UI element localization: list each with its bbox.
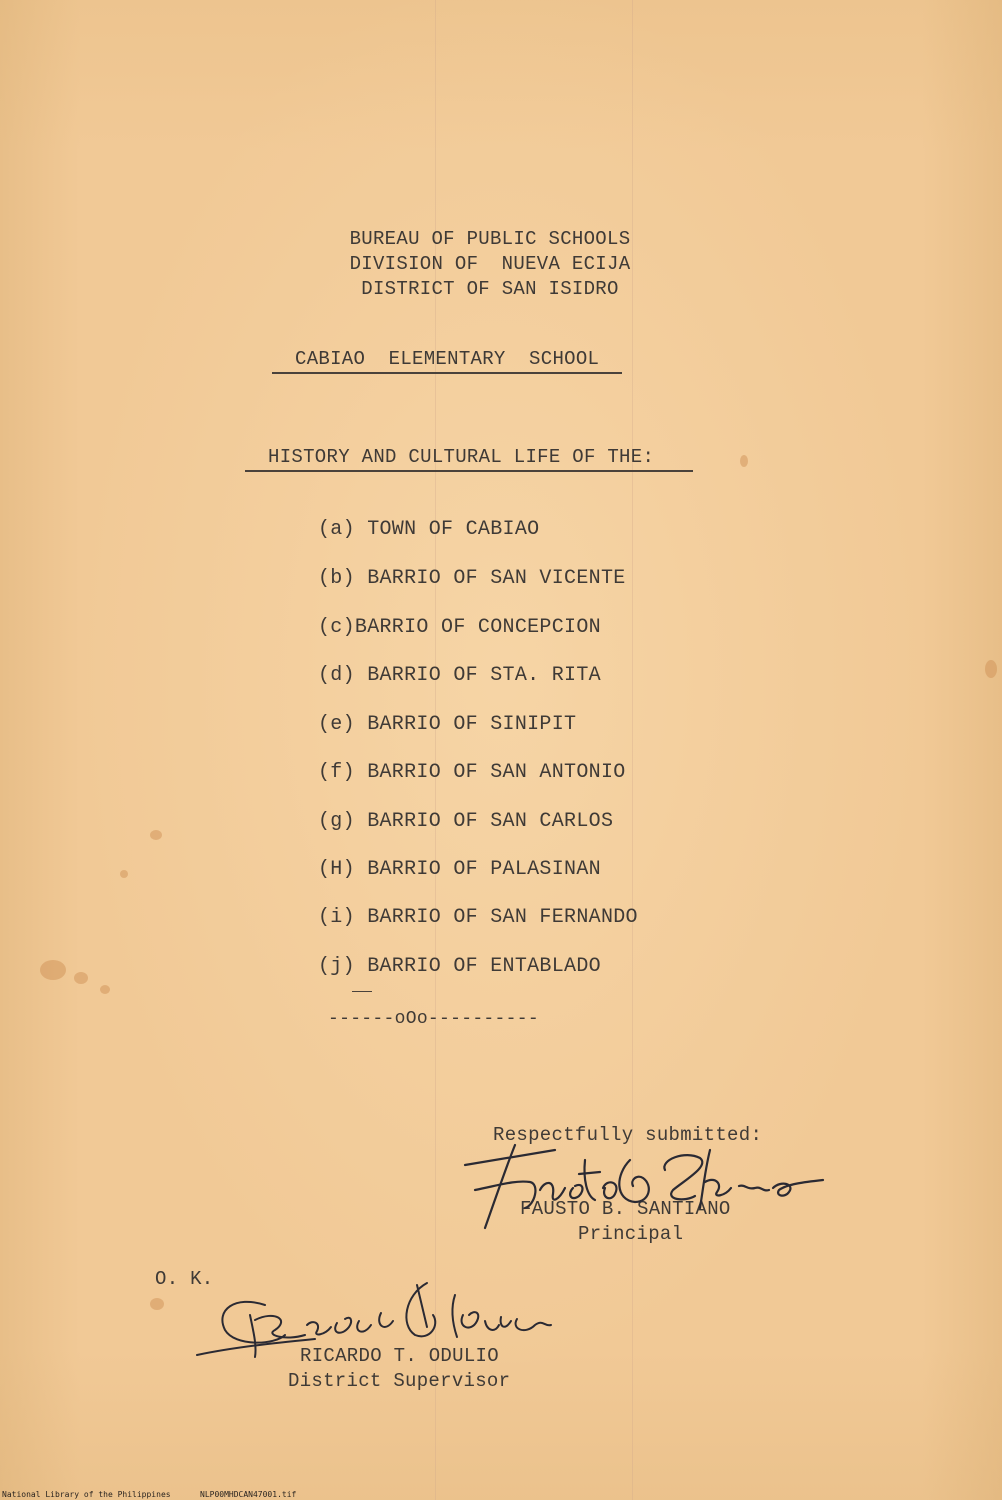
footer-filename: NLP00MHDCAN47001.tif [200, 1490, 297, 1499]
document-subtitle: HISTORY AND CULTURAL LIFE OF THE: [268, 446, 655, 468]
header-bureau: BUREAU OF PUBLIC SCHOOLS [349, 228, 631, 250]
list-item: (b) BARRIO OF SAN VICENTE [318, 567, 626, 590]
school-name-underline [272, 372, 622, 374]
footer-source: National Library of the Philippines [2, 1490, 171, 1499]
supervisor-title: District Supervisor [288, 1370, 511, 1392]
list-item: (d) BARRIO OF STA. RITA [318, 664, 601, 687]
age-spot [74, 972, 88, 984]
list-item: (e) BARRIO OF SINIPIT [318, 713, 577, 736]
list-item: (g) BARRIO OF SAN CARLOS [318, 810, 614, 833]
header-district: DISTRICT OF SAN ISIDRO [361, 278, 619, 300]
age-spot [40, 960, 66, 980]
age-spot [150, 1298, 164, 1310]
margin-rule [632, 0, 633, 1500]
principal-name: FAUSTO B. SANTIANO [520, 1198, 731, 1220]
list-item: (f) BARRIO OF SAN ANTONIO [318, 761, 626, 784]
age-spot [985, 660, 997, 678]
age-spot [150, 830, 162, 840]
age-spot [100, 985, 110, 994]
list-item: (a) TOWN OF CABIAO [318, 518, 540, 541]
school-name: CABIAO ELEMENTARY SCHOOL [295, 348, 600, 370]
age-spot [120, 870, 128, 878]
principal-title: Principal [578, 1223, 684, 1245]
section-divider: ------oOo---------- [328, 1009, 539, 1029]
header-division: DIVISION OF NUEVA ECIJA [349, 253, 631, 275]
supervisor-name: RICARDO T. ODULIO [300, 1345, 499, 1367]
list-item: (i) BARRIO OF SAN FERNANDO [318, 906, 638, 929]
submission-label: Respectfully submitted: [493, 1124, 763, 1146]
list-item: (H) BARRIO OF PALASINAN [318, 858, 601, 881]
approval-label: O. K. [155, 1268, 214, 1290]
age-spot [740, 455, 748, 467]
principal-signature [455, 1130, 835, 1240]
stray-dash-mark [352, 991, 372, 992]
list-item: (c)BARRIO OF CONCEPCION [318, 616, 601, 639]
supervisor-signature [195, 1275, 555, 1375]
list-item: (j) BARRIO OF ENTABLADO [318, 955, 601, 978]
subtitle-underline [245, 470, 693, 472]
